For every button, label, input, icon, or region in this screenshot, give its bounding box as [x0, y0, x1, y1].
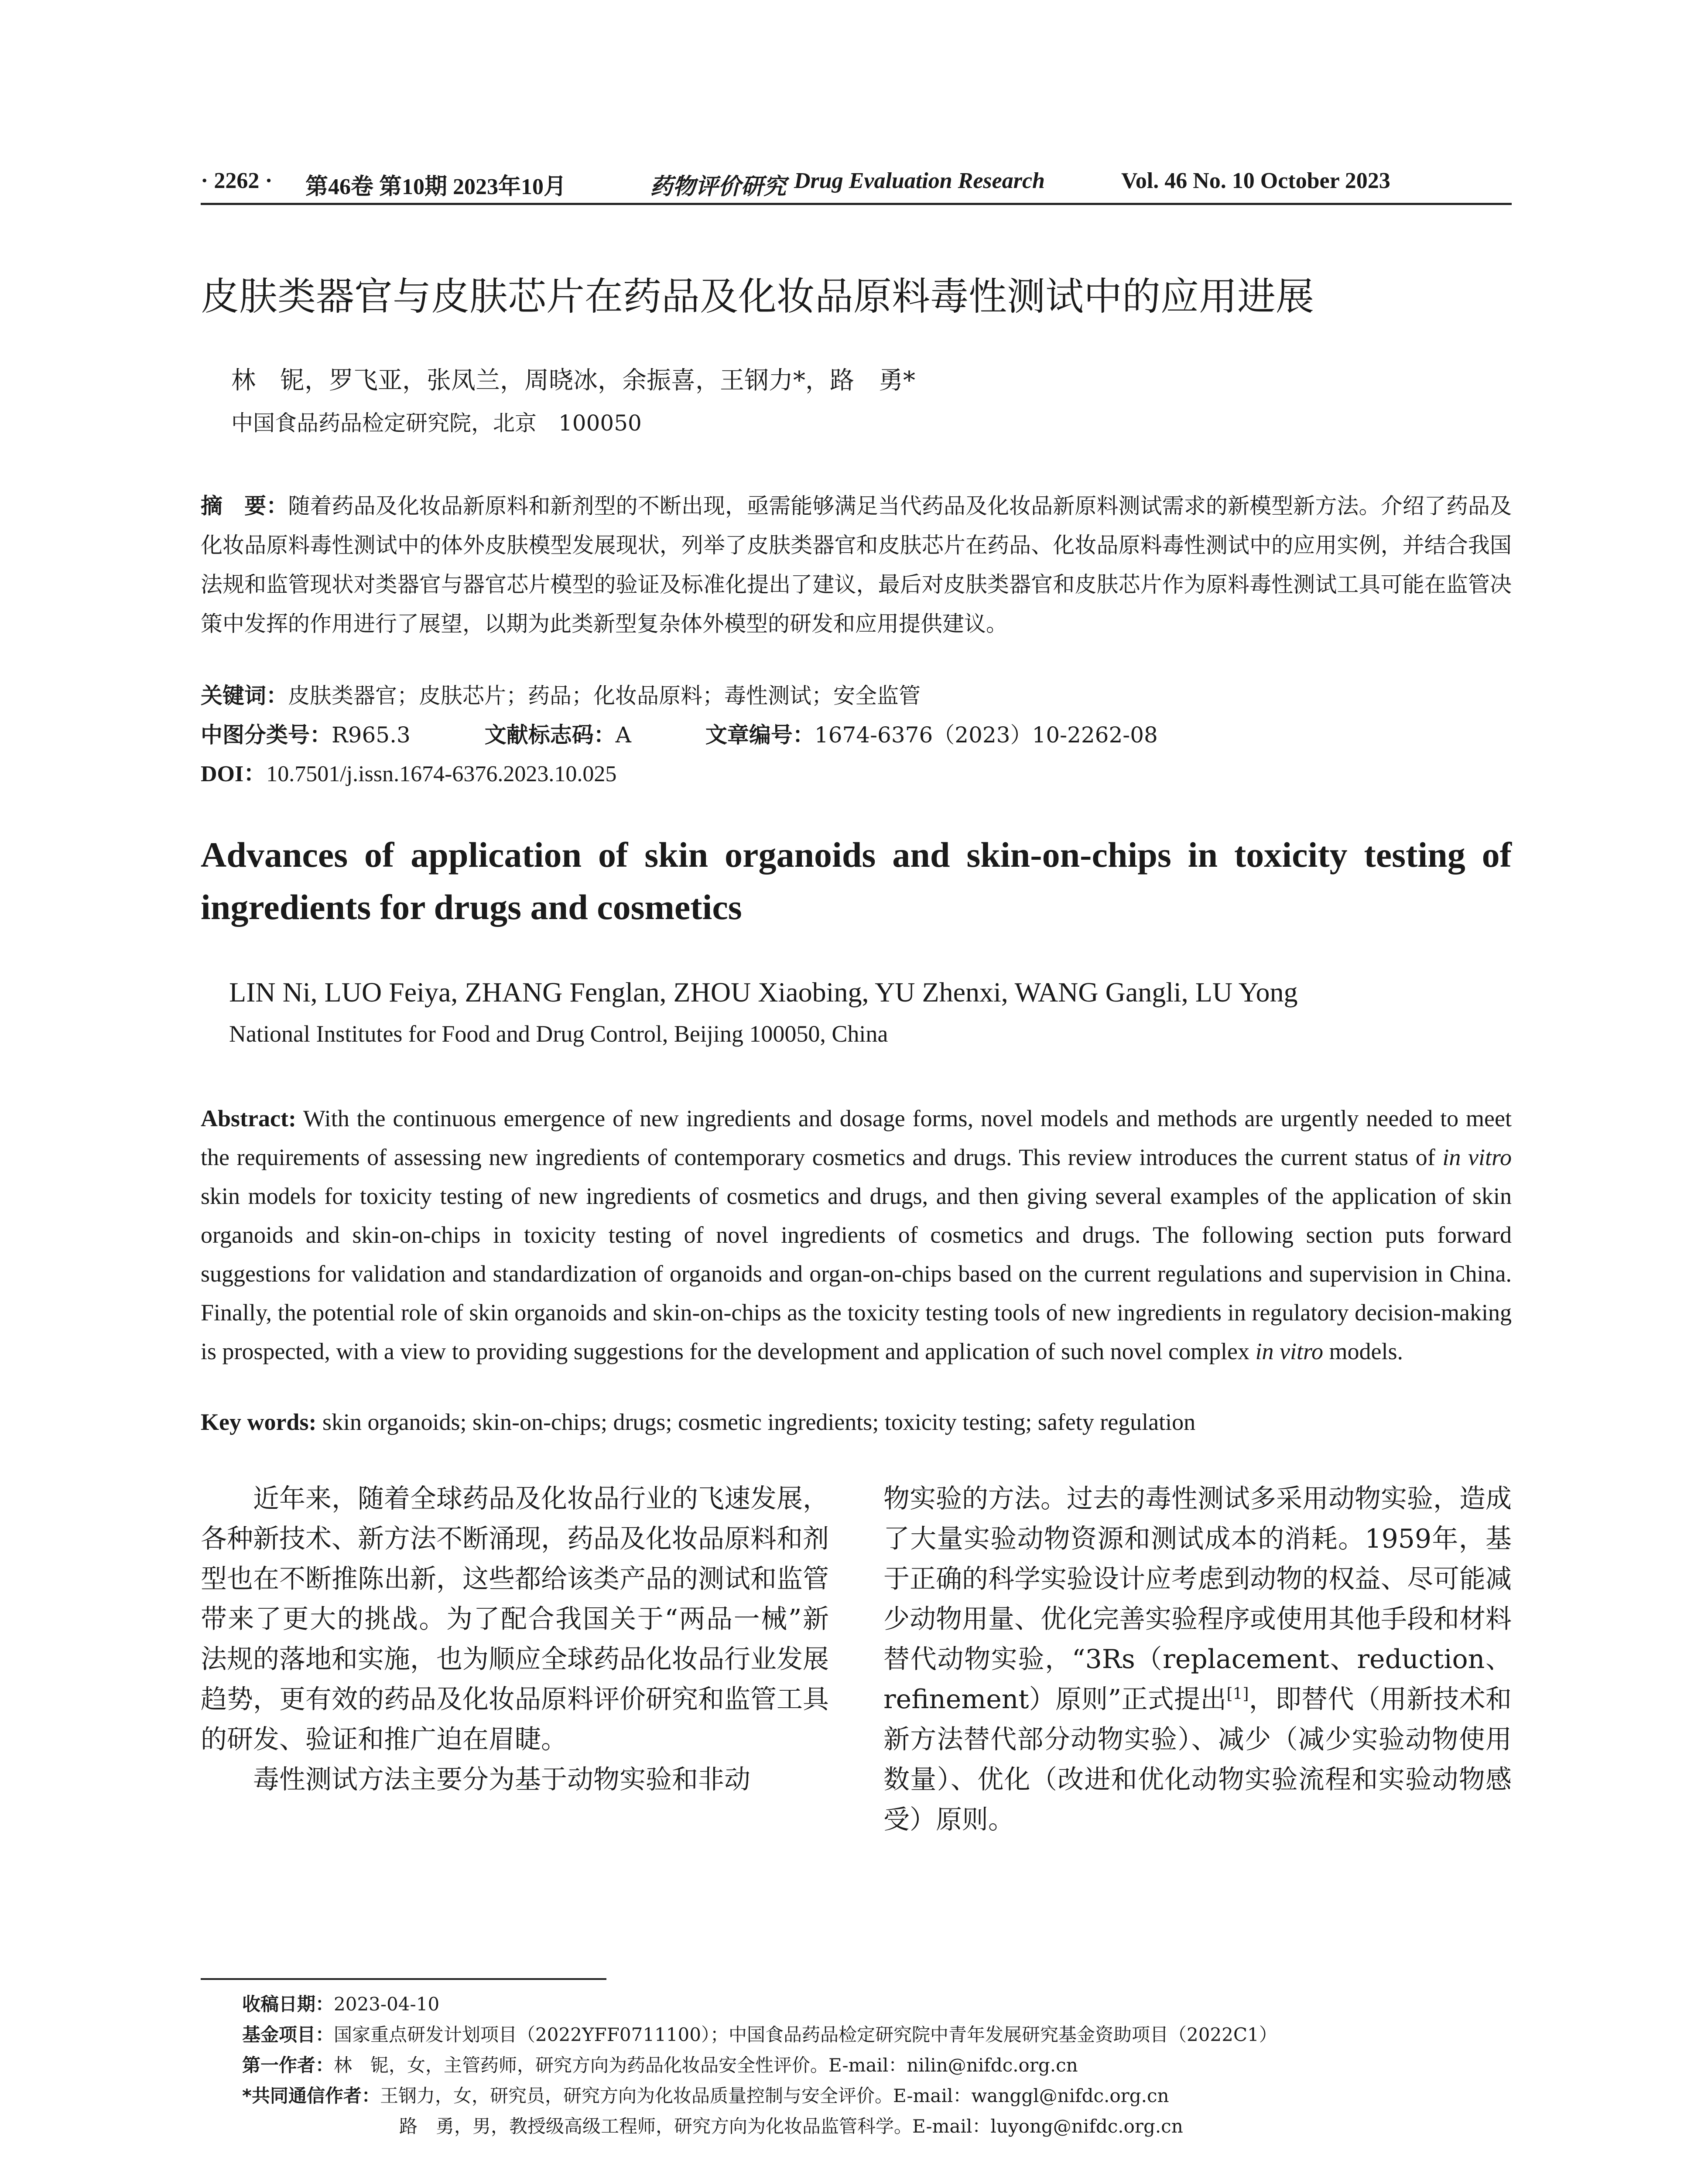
doc-code-value: A [615, 722, 631, 748]
footnote-corresponding-2: 路 勇，男，教授级高级工程师，研究方向为化妆品监管科学。E-mail：luyong@nifdc.org.cn [399, 2116, 1183, 2137]
citation-ref[interactable]: [1] [1226, 1685, 1249, 1703]
cn-keywords-text: 皮肤类器官；皮肤芯片；药品；化妆品原料；毒性测试；安全监管 [288, 683, 921, 708]
en-title: Advances of application of skin organoids and skin-on-chips in toxicity testing of ingredients for drugs and cosmetics [201, 835, 1512, 927]
footnote-fund [242, 2020, 1507, 2050]
corr-value-1: 王钢力，女，研究员，研究方向为化妆品质量控制与安全评价。E-mail：wanggl@nifdc.org.cn [380, 2085, 1169, 2106]
body-paragraph [883, 1479, 1512, 1840]
body-text: ，即替代（用新技术和新方法替代部分动物实验）、减少（减少实验动物使用数量）、优化（改进和优化动物实验流程和实验动物感受）原则。 [883, 1684, 1512, 1835]
doi-label: DOI： [201, 762, 267, 786]
en-abstract-text-3: models. [1323, 1338, 1403, 1364]
cn-keywords [201, 680, 1512, 711]
header-rule [201, 203, 1512, 205]
doi-line [201, 759, 1512, 790]
cn-abstract-label: 摘 要： [201, 493, 288, 519]
footnote-first-author [242, 2050, 1507, 2081]
cn-issue-info: 第46卷 第10期 2023年10月 [305, 174, 567, 199]
journal-cn-logo: 药物评价研究 [650, 173, 787, 200]
cn-authors: 林 铌，罗飞亚，张凤兰，周晓冰，余振喜，王钢力*，路 勇* [231, 366, 915, 395]
cn-affiliation: 中国食品药品检定研究院，北京 100050 [231, 410, 642, 436]
fund-value: 国家重点研发计划项目（2022YFF0711100）；中国食品药品检定研究院中青年发展研究基金资助项目（2022C1） [334, 2024, 1277, 2045]
en-abstract-label: Abstract: [201, 1105, 296, 1132]
received-value: 2023-04-10 [334, 1993, 440, 2015]
fund-label: 基金项目： [242, 2024, 334, 2045]
en-abstract-text-2: skin models for toxicity testing of new ingredients of cosmetics and drugs, and then giving several examples of the application of skin organoids and skin-on-chips in toxicity testing of novel ingredients of cosmetics and drugs. The following section puts forward suggestions for validation and standardization of organoids and organ-on-chips based on the current regulations and supervision in China. Finally, the potential role of skin organoids and skin-on-chips as the toxicity testing tools of new ingredients in regulatory decision-making is prospected, with a view to providing suggestions for the development and application of such novel complex [201, 1183, 1512, 1364]
en-affiliation: National Institutes for Food and Drug Control, Beijing 100050, China [229, 1021, 888, 1047]
cn-abstract-text: 随着药品及化妆品新原料和新剂型的不断出现，亟需能够满足当代药品及化妆品新原料测试需求的新模型新方法。介绍了药品及化妆品原料毒性测试中的体外皮肤模型发展现状，列举了皮肤类器官和皮肤芯片在药品、化妆品原料毒性测试中的应用实例，并结合我国法规和监管现状对类器官与器官芯片模型的验证及标准化提出了建议，最后对皮肤类器官和皮肤芯片作为原料毒性测试工具可能在监管决策中发挥的作用进行了展望，以期为此类新型复杂体外模型的研发和应用提供建议。 [201, 493, 1512, 636]
footnotes [242, 1989, 1507, 2142]
received-label: 收稿日期： [242, 1993, 334, 2015]
clc-label: 中图分类号： [201, 722, 332, 748]
body-paragraph: 近年来，随着全球药品及化妆品行业的飞速发展，各种新技术、新方法不断涌现，药品及化妆品原料和剂型也在不断推陈出新，这些都给该类产品的测试和监管带来了更大的挑战。为了配合我国关于“两品一械”新法规的落地和实施，也为顺应全球药品化妆品行业发展趋势，更有效的药品及化妆品原料评价研究和监管工具的研发、验证和推广迫在眉睫。 [201, 1484, 829, 1755]
body-text: 物实验的方法。过去的毒性测试多采用动物实验，造成了大量实验动物资源和测试成本的消耗。1959年，基于正确的科学实验设计应考虑到动物的权益、尽可能减少动物用量、优化完善实验程序或使用其他手段和材料替代动物实验，“3Rs（replacement、reduction、refinement）原则”正式提出 [883, 1484, 1512, 1715]
cn-keywords-label: 关键词： [201, 683, 288, 708]
en-authors: LIN Ni, LUO Feiya, ZHANG Fenglan, ZHOU Xiaobing, YU Zhenxi, WANG Gangli, LU Yong [229, 977, 1298, 1008]
en-keywords-label: Key words: [201, 1409, 317, 1435]
footnote-corresponding [242, 2081, 1507, 2111]
first-author-value: 林 铌，女，主管药师，研究方向为药品化妆品安全性评价。E-mail：nilin@nifdc.org.cn [334, 2055, 1078, 2076]
body-column-left [201, 1479, 829, 1800]
article-no-value: 1674-6376（2023）10-2262-08 [814, 722, 1158, 748]
en-abstract-italic-1: in vitro [1442, 1144, 1512, 1170]
en-keywords [201, 1405, 1512, 1439]
body-paragraph: 毒性测试方法主要分为基于动物实验和非动 [253, 1764, 750, 1795]
article-no-label: 文章编号： [705, 722, 815, 748]
doc-code-label: 文献标志码： [484, 722, 616, 748]
footnote-rule [201, 1978, 606, 1980]
clc-value: R965.3 [332, 722, 411, 748]
doi-value: 10.7501/j.issn.1674-6376.2023.10.025 [266, 762, 617, 786]
en-issue-info: Vol. 46 No. 10 October 2023 [1121, 168, 1390, 193]
en-abstract-italic-2: in vitro [1255, 1338, 1323, 1364]
footnote-received [242, 1989, 1507, 2020]
journal-en-name: Drug Evaluation Research [794, 168, 1045, 193]
en-abstract [201, 1099, 1512, 1371]
cn-classification [201, 720, 1512, 750]
en-abstract-text-1: With the continuous emergence of new ingredients and dosage forms, novel models and methods are urgently needed to meet the requirements of assessing new ingredients of contemporary cosmetics and drugs. This review introduces the current status of [201, 1105, 1512, 1170]
page-number: · 2262 · [201, 168, 273, 193]
en-keywords-text: skin organoids; skin-on-chips; drugs; cosmetic ingredients; toxicity testing; safety regulation [316, 1409, 1196, 1435]
running-header [201, 168, 1509, 203]
corr-label: *共同通信作者： [242, 2085, 380, 2106]
body-column-right [883, 1479, 1512, 1840]
first-author-label: 第一作者： [242, 2055, 334, 2076]
cn-title: 皮肤类器官与皮肤芯片在药品及化妆品原料毒性测试中的应用进展 [201, 274, 1314, 319]
cn-abstract [201, 486, 1512, 643]
